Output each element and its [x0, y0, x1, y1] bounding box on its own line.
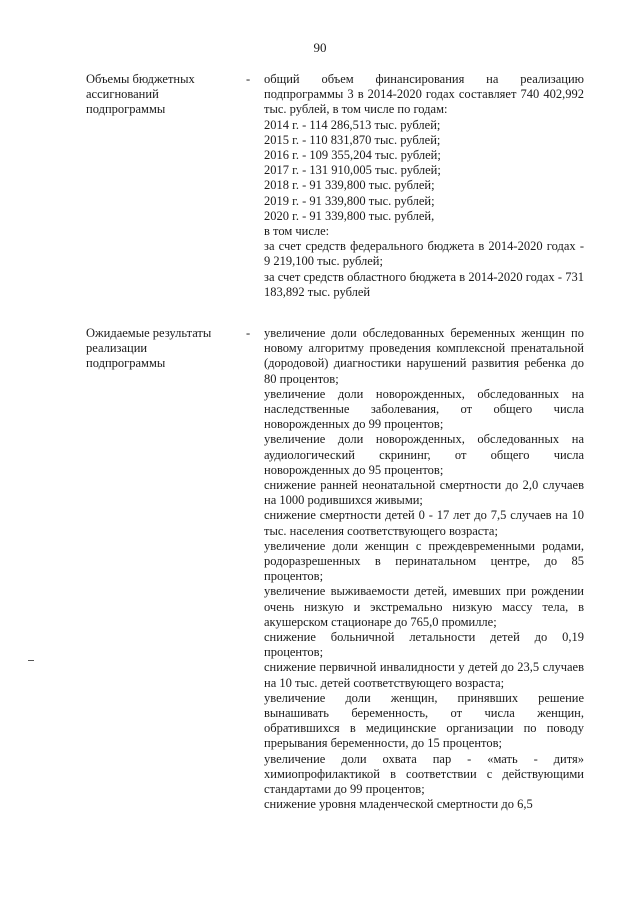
result-item: увеличение доли обследованных беременных женщин по новому алгоритму проведения комплексной пренатальной (дородовой) диагностики нарушений развития ребенка до 80 процентов;	[264, 326, 584, 386]
result-item: снижение смертности детей 0 - 17 лет до 7,5 случаев на 10 тыс. населения соответствующего возраста;	[264, 508, 584, 538]
result-item: увеличение доли женщин с преждевременными родами, родоразрешенных в перинатальном центре, до 85 процентов;	[264, 538, 584, 584]
page-number: 90	[313, 40, 327, 55]
result-item: снижение первичной инвалидности у детей до 23,5 случаев на 10 тыс. детей соответствующего возраста;	[264, 660, 584, 690]
result-item: увеличение доли охвата пар - «мать - дитя» химиопрофилактикой в соответствии с действующими стандартами до 99 процентов;	[264, 751, 584, 797]
budget-year-2014: 2014 г. - 114 286,513 тыс. рублей;	[264, 117, 441, 132]
budget-year-2018: 2018 г. - 91 339,800 тыс. рублей;	[264, 178, 435, 193]
budget-year-2017: 2017 г. - 131 910,005 тыс. рублей;	[264, 163, 441, 178]
budget-label: Объемы бюджетных ассигнований подпрограммы	[86, 72, 195, 116]
budget-content	[264, 72, 584, 300]
result-item: снижение уровня младенческой смертности до 6,5	[264, 797, 533, 812]
budget-intro: общий объем финансирования на реализацию подпрограммы 3 в 2014-2020 годах составляет 740 402,992 тыс. рублей, в том числе по годам:	[264, 72, 584, 117]
budget-regional: за счет средств областного бюджета в 2014-2020 годах - 731 183,892 тыс. рублей	[264, 269, 584, 299]
results-label: Ожидаемые результаты реализации подпрограммы	[86, 326, 212, 370]
result-item: увеличение доли женщин, принявших решение вынашивать беременность, от числа женщин, обратившихся в медицинские организации по поводу прерывания беременности, до 15 процентов;	[264, 690, 584, 751]
budget-including: в том числе:	[264, 224, 330, 239]
budget-dash: -	[246, 72, 251, 86]
margin-mark	[28, 660, 34, 661]
result-item: увеличение выживаемости детей, имевших при рождении очень низкую и экстремально низкую массу тела, в акушерском стационаре до 765,0 промилле;	[264, 584, 584, 629]
result-item: увеличение доли новорожденных, обследованных на наследственные заболевания, от общего числа новорожденных до 99 процентов;	[264, 386, 584, 432]
results-content	[264, 326, 584, 813]
result-item: увеличение доли новорожденных, обследованных на аудиологический скрининг, от общего числа новорожденных до 95 процентов;	[264, 432, 584, 477]
result-item: снижение ранней неонатальной смертности до 2,0 случаев на 1000 родившихся живыми;	[264, 478, 584, 508]
budget-federal: за счет средств федерального бюджета в 2014-2020 годах - 9 219,100 тыс. рублей;	[264, 239, 584, 269]
budget-year-2016: 2016 г. - 109 355,204 тыс. рублей;	[264, 148, 441, 163]
results-dash: -	[246, 326, 251, 340]
budget-year-2020: 2020 г. - 91 339,800 тыс. рублей,	[264, 208, 435, 223]
result-item: снижение больничной летальности детей до 0,19 процентов;	[264, 630, 584, 660]
budget-year-2019: 2019 г. - 91 339,800 тыс. рублей;	[264, 193, 435, 208]
budget-year-2015: 2015 г. - 110 831,870 тыс. рублей;	[264, 132, 441, 147]
